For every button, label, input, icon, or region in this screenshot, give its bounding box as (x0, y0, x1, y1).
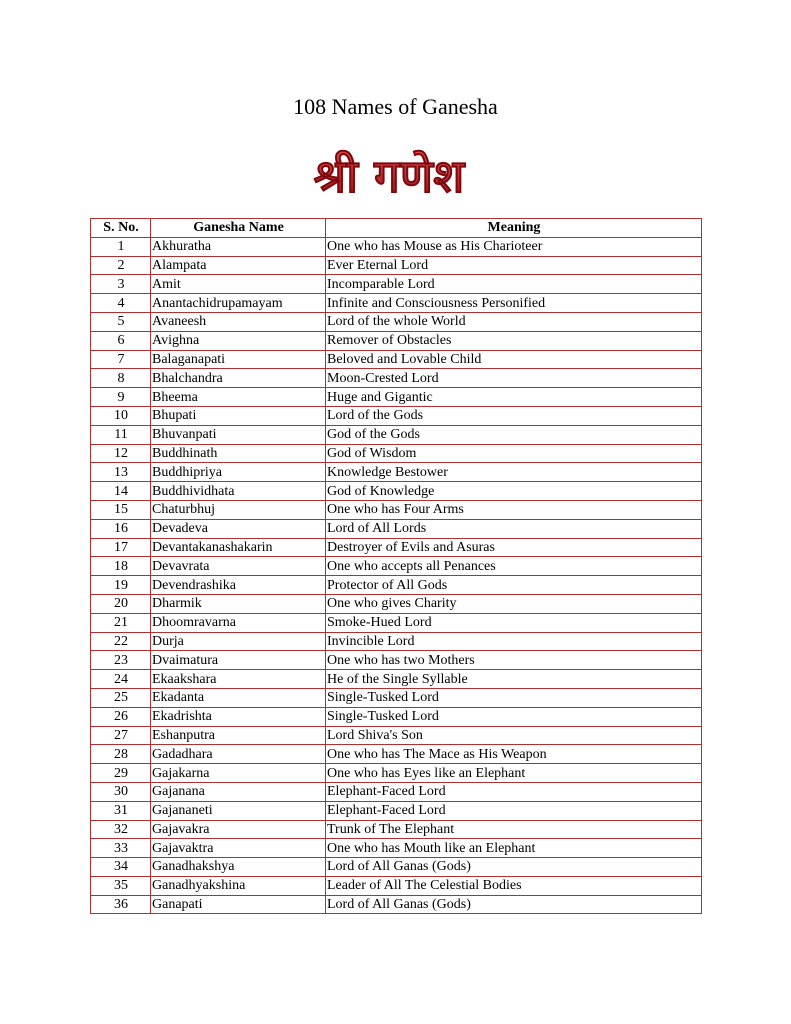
cell-sno: 14 (91, 482, 151, 501)
cell-sno: 24 (91, 670, 151, 689)
cell-meaning: God of the Gods (326, 425, 702, 444)
table-row (91, 519, 702, 538)
cell-sno: 21 (91, 613, 151, 632)
cell-sno: 30 (91, 782, 151, 801)
cell-name: Avighna (151, 331, 326, 350)
table-row (91, 839, 702, 858)
table-row (91, 820, 702, 839)
table-row (91, 764, 702, 783)
header-name: Ganesha Name (151, 219, 326, 238)
cell-meaning: Protector of All Gods (326, 576, 702, 595)
cell-meaning: Lord of the whole World (326, 312, 702, 331)
table-row (91, 576, 702, 595)
cell-sno: 19 (91, 576, 151, 595)
table-row (91, 745, 702, 764)
cell-sno: 1 (91, 237, 151, 256)
cell-name: Gajanana (151, 782, 326, 801)
table-row (91, 275, 702, 294)
cell-sno: 16 (91, 519, 151, 538)
cell-name: Bhalchandra (151, 369, 326, 388)
cell-meaning: One who gives Charity (326, 594, 702, 613)
cell-name: Amit (151, 275, 326, 294)
table-row (91, 707, 702, 726)
cell-sno: 20 (91, 594, 151, 613)
cell-name: Devavrata (151, 557, 326, 576)
table-row (91, 237, 702, 256)
cell-meaning: One who has Four Arms (326, 500, 702, 519)
cell-sno: 17 (91, 538, 151, 557)
table-row (91, 463, 702, 482)
cell-sno: 5 (91, 312, 151, 331)
cell-sno: 4 (91, 294, 151, 313)
logo-text: श्री गणेश (313, 149, 465, 203)
shri-ganesh-logo (312, 140, 467, 204)
cell-meaning: Destroyer of Evils and Asuras (326, 538, 702, 557)
cell-sno: 27 (91, 726, 151, 745)
cell-name: Dvaimatura (151, 651, 326, 670)
cell-name: Bhuvanpati (151, 425, 326, 444)
names-table (90, 218, 702, 914)
cell-sno: 6 (91, 331, 151, 350)
cell-meaning: Single-Tusked Lord (326, 707, 702, 726)
table-row (91, 594, 702, 613)
cell-name: Gajananeti (151, 801, 326, 820)
cell-name: Devantakanashakarin (151, 538, 326, 557)
table-row (91, 256, 702, 275)
cell-name: Eshanputra (151, 726, 326, 745)
cell-sno: 35 (91, 876, 151, 895)
cell-sno: 34 (91, 858, 151, 877)
cell-meaning: God of Wisdom (326, 444, 702, 463)
table-row (91, 331, 702, 350)
table-row (91, 350, 702, 369)
cell-meaning: Knowledge Bestower (326, 463, 702, 482)
cell-sno: 33 (91, 839, 151, 858)
cell-name: Gajakarna (151, 764, 326, 783)
cell-name: Anantachidrupamayam (151, 294, 326, 313)
table-header-row (91, 219, 702, 238)
table-row (91, 895, 702, 914)
cell-name: Gajavakra (151, 820, 326, 839)
cell-sno: 36 (91, 895, 151, 914)
cell-sno: 18 (91, 557, 151, 576)
cell-sno: 3 (91, 275, 151, 294)
table-row (91, 312, 702, 331)
cell-meaning: One who has The Mace as His Weapon (326, 745, 702, 764)
table-row (91, 482, 702, 501)
table-row (91, 294, 702, 313)
cell-meaning: Invincible Lord (326, 632, 702, 651)
table-row (91, 388, 702, 407)
table-row (91, 425, 702, 444)
cell-sno: 9 (91, 388, 151, 407)
table-row (91, 444, 702, 463)
cell-name: Ganadhakshya (151, 858, 326, 877)
cell-meaning: Remover of Obstacles (326, 331, 702, 350)
table-row (91, 782, 702, 801)
table-row (91, 858, 702, 877)
cell-meaning: He of the Single Syllable (326, 670, 702, 689)
header-sno: S. No. (91, 219, 151, 238)
cell-name: Balaganapati (151, 350, 326, 369)
cell-name: Gadadhara (151, 745, 326, 764)
cell-sno: 23 (91, 651, 151, 670)
cell-meaning: Leader of All The Celestial Bodies (326, 876, 702, 895)
cell-meaning: Trunk of The Elephant (326, 820, 702, 839)
cell-sno: 26 (91, 707, 151, 726)
cell-name: Ganadhyakshina (151, 876, 326, 895)
cell-name: Buddhipriya (151, 463, 326, 482)
cell-sno: 29 (91, 764, 151, 783)
cell-meaning: Lord Shiva's Son (326, 726, 702, 745)
page-title: 108 Names of Ganesha (293, 94, 498, 119)
cell-meaning: Huge and Gigantic (326, 388, 702, 407)
cell-meaning: Infinite and Consciousness Personified (326, 294, 702, 313)
cell-meaning: Ever Eternal Lord (326, 256, 702, 275)
cell-name: Alampata (151, 256, 326, 275)
cell-meaning: Single-Tusked Lord (326, 688, 702, 707)
table-row (91, 651, 702, 670)
cell-meaning: Lord of All Ganas (Gods) (326, 895, 702, 914)
cell-name: Buddhividhata (151, 482, 326, 501)
cell-sno: 25 (91, 688, 151, 707)
cell-sno: 2 (91, 256, 151, 275)
table-row (91, 688, 702, 707)
cell-name: Devadeva (151, 519, 326, 538)
cell-sno: 11 (91, 425, 151, 444)
cell-name: Ekaakshara (151, 670, 326, 689)
cell-name: Bheema (151, 388, 326, 407)
cell-name: Avaneesh (151, 312, 326, 331)
header-meaning: Meaning (326, 219, 702, 238)
cell-meaning: One who has Mouth like an Elephant (326, 839, 702, 858)
cell-meaning: Lord of All Lords (326, 519, 702, 538)
cell-name: Akhuratha (151, 237, 326, 256)
cell-meaning: Moon-Crested Lord (326, 369, 702, 388)
table-row (91, 406, 702, 425)
cell-sno: 12 (91, 444, 151, 463)
table-row (91, 557, 702, 576)
cell-name: Chaturbhuj (151, 500, 326, 519)
cell-sno: 8 (91, 369, 151, 388)
cell-meaning: Lord of the Gods (326, 406, 702, 425)
cell-name: Bhupati (151, 406, 326, 425)
cell-meaning: Elephant-Faced Lord (326, 801, 702, 820)
cell-meaning: One who has Eyes like an Elephant (326, 764, 702, 783)
cell-sno: 32 (91, 820, 151, 839)
cell-name: Ganapati (151, 895, 326, 914)
cell-sno: 7 (91, 350, 151, 369)
cell-meaning: One who accepts all Penances (326, 557, 702, 576)
cell-sno: 28 (91, 745, 151, 764)
cell-name: Gajavaktra (151, 839, 326, 858)
table-row (91, 500, 702, 519)
table-row (91, 538, 702, 557)
cell-sno: 10 (91, 406, 151, 425)
table-row (91, 369, 702, 388)
cell-sno: 13 (91, 463, 151, 482)
cell-name: Devendrashika (151, 576, 326, 595)
cell-sno: 15 (91, 500, 151, 519)
cell-meaning: Lord of All Ganas (Gods) (326, 858, 702, 877)
cell-sno: 22 (91, 632, 151, 651)
cell-meaning: Beloved and Lovable Child (326, 350, 702, 369)
cell-name: Ekadanta (151, 688, 326, 707)
cell-sno: 31 (91, 801, 151, 820)
cell-meaning: Elephant-Faced Lord (326, 782, 702, 801)
cell-meaning: Smoke-Hued Lord (326, 613, 702, 632)
table-row (91, 613, 702, 632)
table-row (91, 632, 702, 651)
table-row (91, 726, 702, 745)
cell-name: Durja (151, 632, 326, 651)
table-row (91, 801, 702, 820)
table-row (91, 876, 702, 895)
cell-name: Ekadrishta (151, 707, 326, 726)
cell-name: Dhoomravarna (151, 613, 326, 632)
table-row (91, 670, 702, 689)
cell-meaning: God of Knowledge (326, 482, 702, 501)
cell-name: Dharmik (151, 594, 326, 613)
cell-meaning: One who has two Mothers (326, 651, 702, 670)
cell-meaning: Incomparable Lord (326, 275, 702, 294)
cell-meaning: One who has Mouse as His Charioteer (326, 237, 702, 256)
cell-name: Buddhinath (151, 444, 326, 463)
